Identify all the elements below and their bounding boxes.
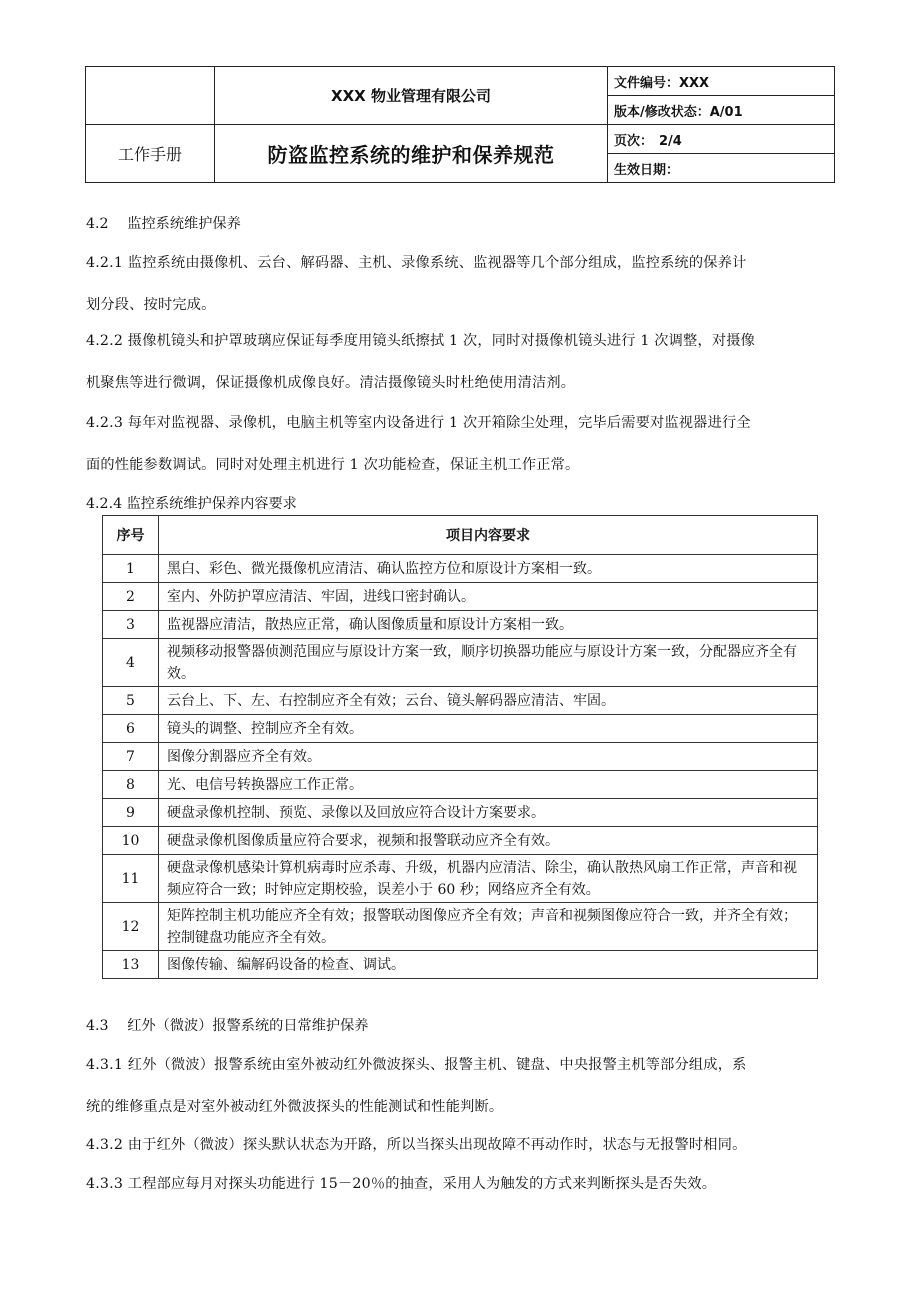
table-row — [103, 555, 818, 583]
paragraph-line: 划分段、按时完成。 — [86, 297, 216, 313]
table-row — [103, 583, 818, 611]
row-content: 硬盘录像机控制、预览、录像以及回放应符合设计方案要求。 — [159, 799, 818, 827]
row-content: 矩阵控制主机功能应齐全有效；报警联动图像应齐全有效；声音和视频图像应符合一致，并齐全有效；控制键盘功能应齐全有效。 — [159, 903, 818, 951]
table-row — [103, 951, 818, 979]
paragraph-4-3-2 — [86, 1124, 834, 1166]
row-number: 2 — [103, 583, 159, 611]
row-number: 4 — [103, 639, 159, 687]
page-value: 2/4 — [659, 133, 682, 149]
manual-label: 工作手册 — [86, 125, 215, 183]
row-number: 10 — [103, 827, 159, 855]
effective-date: 生效日期： — [608, 154, 835, 183]
row-number: 1 — [103, 555, 159, 583]
table-row — [103, 771, 818, 799]
section-heading-4-3: 4.3 红外（微波）报警系统的日常维护保养 — [86, 1018, 369, 1034]
table-row — [103, 611, 818, 639]
column-header-number: 序号 — [103, 516, 159, 555]
version-status: 版本/修改状态：A/01 — [608, 96, 835, 125]
paragraph-line: 4.3.1 红外（微波）报警系统由室外被动红外微波探头、报警主机、键盘、中央报警主机等部分组成，系 — [86, 1057, 747, 1073]
row-number: 3 — [103, 611, 159, 639]
row-number: 12 — [103, 903, 159, 951]
table-header-row — [103, 516, 818, 555]
row-content: 硬盘录像机图像质量应符合要求，视频和报警联动应齐全有效。 — [159, 827, 818, 855]
page-number — [608, 125, 835, 154]
row-number: 6 — [103, 715, 159, 743]
row-number: 7 — [103, 743, 159, 771]
row-content: 黑白、彩色、微光摄像机应清洁、确认监控方位和原设计方案相一致。 — [159, 555, 818, 583]
row-number: 9 — [103, 799, 159, 827]
header-blank-cell — [86, 67, 215, 125]
table-row — [103, 799, 818, 827]
table-row — [103, 743, 818, 771]
company-name: XXX 物业管理有限公司 — [215, 67, 608, 125]
document-header — [85, 66, 835, 183]
paragraph-4-3-3 — [86, 1163, 834, 1205]
row-number: 13 — [103, 951, 159, 979]
document-title: 防盗监控系统的维护和保养规范 — [215, 125, 608, 183]
paragraph-line: 机聚焦等进行微调，保证摄像机成像良好。清洁摄像镜头时杜绝使用清洁剂。 — [86, 375, 576, 391]
paragraph-line: 4.2.1 监控系统由摄像机、云台、解码器、主机、录像系统、监视器等几个部分组成，监控系统的保养计 — [86, 255, 747, 271]
paragraph-line: 4.3.2 由于红外（微波）探头默认状态为开路，所以当探头出现故障不再动作时，状态与无报警时相同。 — [86, 1137, 747, 1153]
paragraph-4-3-1 — [86, 1044, 834, 1128]
row-content: 镜头的调整、控制应齐全有效。 — [159, 715, 818, 743]
paragraph-line: 4.3.3 工程部应每月对探头功能进行 15－20％的抽查，采用人为触发的方式来判断探头是否失效。 — [86, 1176, 717, 1192]
paragraph-line: 面的性能参数调试。同时对处理主机进行 1 次功能检查，保证主机工作正常。 — [86, 457, 580, 473]
row-content: 硬盘录像机感染计算机病毒时应杀毒、升级，机器内应清洁、除尘，确认散热风扇工作正常，声音和视频应符合一致；时钟应定期校验，误差小于 60 秒；网络应齐全有效。 — [159, 855, 818, 903]
row-content: 室内、外防护罩应清洁、牢固，进线口密封确认。 — [159, 583, 818, 611]
row-content: 光、电信号转换器应工作正常。 — [159, 771, 818, 799]
table-row — [103, 827, 818, 855]
table-row — [103, 903, 818, 951]
section-heading-4-2: 4.2 监控系统维护保养 — [86, 216, 241, 232]
row-number: 8 — [103, 771, 159, 799]
paragraph-4-2-1 — [86, 242, 834, 326]
paragraph-line: 4.2.3 每年对监视器、录像机，电脑主机等室内设备进行 1 次开箱除尘处理，完毕后需要对监视器进行全 — [86, 415, 751, 431]
paragraph-line: 4.2.2 摄像机镜头和护罩玻璃应保证每季度用镜头纸擦拭 1 次，同时对摄像机镜头进行 1 次调整，对摄像 — [86, 333, 755, 349]
row-content: 视频移动报警器侦测范围应与原设计方案一致，顺序切换器功能应与原设计方案一致，分配器应齐全有效。 — [159, 639, 818, 687]
row-number: 5 — [103, 687, 159, 715]
row-content: 图像传输、编解码设备的检查、调试。 — [159, 951, 818, 979]
row-content: 云台上、下、左、右控制应齐全有效；云台、镜头解码器应清洁、牢固。 — [159, 687, 818, 715]
row-content: 监视器应清洁，散热应正常，确认图像质量和原设计方案相一致。 — [159, 611, 818, 639]
section-heading-4-2-4: 4.2.4 监控系统维护保养内容要求 — [86, 496, 297, 512]
table-row — [103, 639, 818, 687]
column-header-content: 项目内容要求 — [159, 516, 818, 555]
doc-number: 文件编号：XXX — [608, 67, 835, 96]
paragraph-4-2-3 — [86, 402, 834, 486]
paragraph-4-2-2 — [86, 320, 834, 404]
paragraph-line: 统的维修重点是对室外被动红外微波探头的性能测试和性能判断。 — [86, 1099, 504, 1115]
table-row — [103, 715, 818, 743]
row-number: 11 — [103, 855, 159, 903]
table-row — [103, 687, 818, 715]
page-label: 页次： — [614, 133, 654, 149]
row-content: 图像分割器应齐全有效。 — [159, 743, 818, 771]
maintenance-items-table — [102, 515, 818, 979]
table-row — [103, 855, 818, 903]
